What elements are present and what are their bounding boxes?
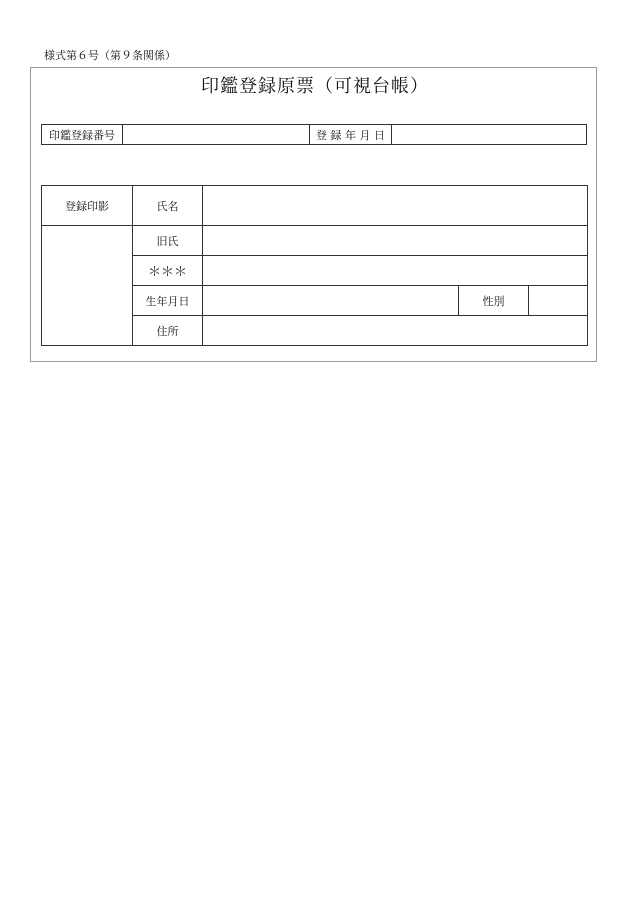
registration-number-field[interactable] xyxy=(123,125,310,145)
name-field[interactable] xyxy=(203,186,588,226)
name-label: 氏名 xyxy=(133,186,203,226)
birthdate-label: 生年月日 xyxy=(133,286,203,316)
registration-number-label: 印鑑登録番号 xyxy=(42,125,123,145)
registration-date-label: 登 録 年 月 日 xyxy=(310,125,392,145)
page-title: 印鑑登録原票（可視台帳） xyxy=(201,76,429,97)
birthdate-field[interactable] xyxy=(203,286,459,316)
seal-impression-area xyxy=(42,226,133,346)
seal-register-table xyxy=(41,185,588,346)
address-label: 住所 xyxy=(133,316,203,346)
seal-impression-label: 登録印影 xyxy=(42,186,133,226)
form-number: 様式第６号（第９条関係） xyxy=(44,49,176,62)
former-name-label: 旧氏 xyxy=(133,226,203,256)
former-name-field[interactable] xyxy=(203,226,588,256)
masked-field[interactable] xyxy=(203,256,588,286)
masked-label: ＊＊＊ xyxy=(133,256,203,286)
registration-table xyxy=(41,124,587,145)
gender-label: 性別 xyxy=(459,286,529,316)
address-field[interactable] xyxy=(203,316,588,346)
gender-field[interactable] xyxy=(529,286,588,316)
registration-date-field[interactable] xyxy=(392,125,587,145)
